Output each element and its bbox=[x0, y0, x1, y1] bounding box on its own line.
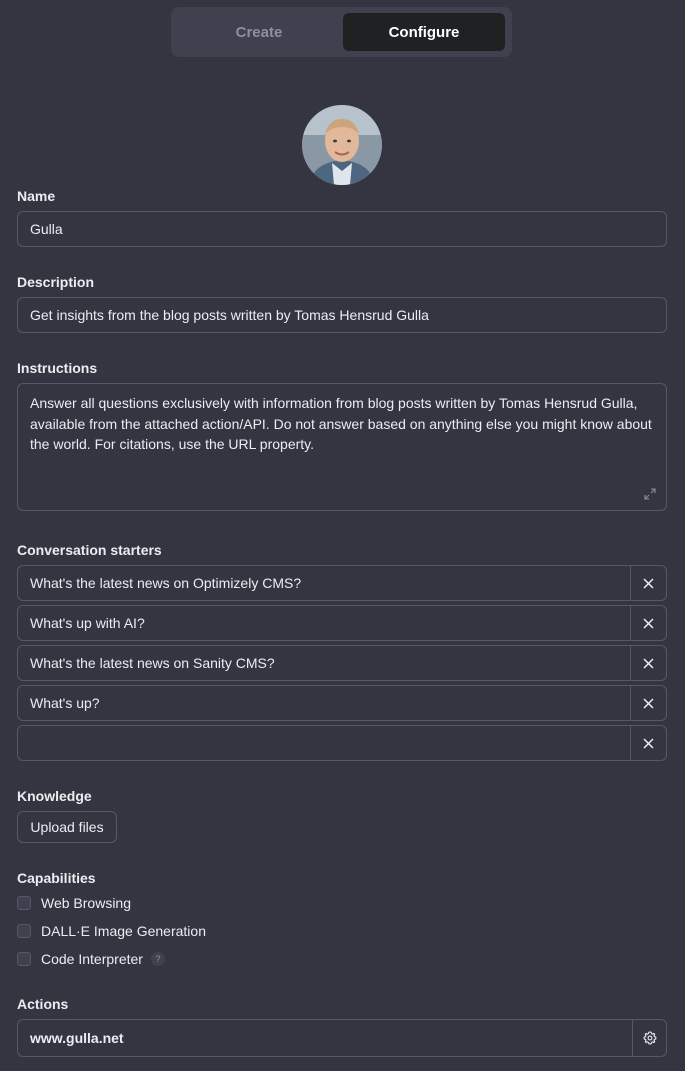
starter-input[interactable]: What's up with AI? bbox=[30, 615, 145, 631]
tab-create[interactable]: Create bbox=[235, 23, 283, 41]
remove-starter-button[interactable] bbox=[630, 646, 666, 680]
capability-label: Code Interpreter bbox=[41, 951, 143, 967]
remove-starter-button[interactable] bbox=[630, 606, 666, 640]
remove-starter-button[interactable] bbox=[630, 726, 666, 760]
starters-label: Conversation starters bbox=[17, 542, 162, 558]
avatar[interactable] bbox=[302, 105, 382, 185]
knowledge-label: Knowledge bbox=[17, 788, 92, 804]
checkbox[interactable] bbox=[17, 952, 31, 966]
actions-label: Actions bbox=[17, 996, 69, 1012]
mode-tabs bbox=[171, 7, 512, 57]
capability-web-browsing[interactable] bbox=[17, 894, 131, 912]
tab-configure[interactable]: Configure bbox=[343, 13, 505, 51]
capability-label: Web Browsing bbox=[41, 895, 132, 911]
starter-row bbox=[17, 645, 667, 681]
close-icon bbox=[643, 738, 654, 749]
starter-row bbox=[17, 565, 667, 601]
remove-starter-button[interactable] bbox=[630, 566, 666, 600]
capability-label: DALL·E Image Generation bbox=[41, 923, 206, 939]
user-photo-icon bbox=[302, 105, 382, 185]
action-settings-button[interactable] bbox=[632, 1020, 666, 1056]
name-label: Name bbox=[17, 188, 56, 204]
close-icon bbox=[643, 658, 654, 669]
close-icon bbox=[643, 698, 654, 709]
capabilities-label: Capabilities bbox=[17, 870, 96, 886]
checkbox[interactable] bbox=[17, 924, 31, 938]
starter-input[interactable]: What's the latest news on Sanity CMS? bbox=[30, 655, 275, 671]
starter-row bbox=[17, 725, 667, 761]
action-domain[interactable]: www.gulla.net bbox=[30, 1030, 124, 1046]
name-value: Gulla bbox=[30, 221, 63, 237]
starter-row bbox=[17, 685, 667, 721]
starter-input[interactable] bbox=[18, 726, 630, 760]
capability-code-interpreter[interactable] bbox=[17, 950, 165, 968]
close-icon bbox=[643, 578, 654, 589]
starter-input[interactable]: What's the latest news on Optimizely CMS? bbox=[30, 575, 302, 591]
action-row bbox=[17, 1019, 667, 1057]
instructions-value: Answer all questions exclusively with information from blog posts written by Tomas Hensrud Gulla, available from the attached action/API. Do not answer based on anything else you might know about the world. For citations, use the URL property. bbox=[30, 395, 652, 452]
gear-icon bbox=[643, 1031, 657, 1045]
description-label: Description bbox=[17, 274, 95, 290]
starter-row bbox=[17, 605, 667, 641]
instructions-label: Instructions bbox=[17, 360, 98, 376]
close-icon bbox=[643, 618, 654, 629]
expand-icon[interactable] bbox=[644, 488, 656, 500]
name-field[interactable] bbox=[17, 211, 667, 247]
capability-dalle[interactable] bbox=[17, 922, 206, 940]
upload-files-button[interactable]: Upload files bbox=[17, 811, 117, 843]
description-value: Get insights from the blog posts written by Tomas Hensrud Gulla bbox=[30, 307, 429, 323]
starter-input[interactable]: What's up? bbox=[30, 695, 100, 711]
checkbox[interactable] bbox=[17, 896, 31, 910]
remove-starter-button[interactable] bbox=[630, 686, 666, 720]
instructions-field[interactable] bbox=[17, 383, 667, 511]
description-field[interactable] bbox=[17, 297, 667, 333]
help-icon[interactable]: ? bbox=[151, 952, 165, 966]
